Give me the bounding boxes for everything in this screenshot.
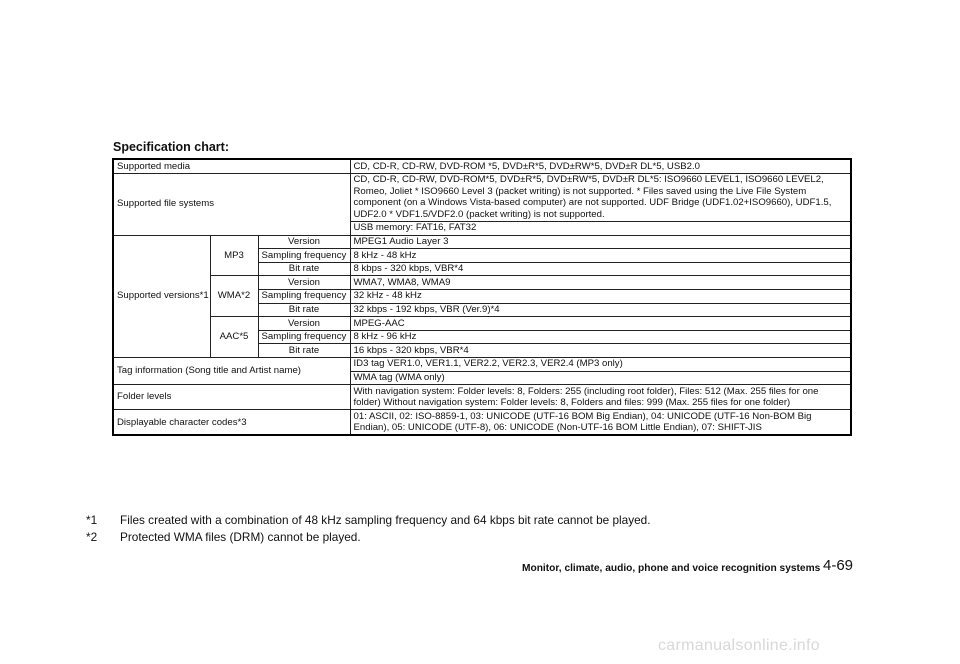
footnote-text: Files created with a combination of 48 kHz sampling frequency and 64 kbps bit rate cannot be played. [120,513,651,527]
watermark: carmanualsonline.info [658,637,820,654]
spec-key: Bit rate [258,262,350,276]
table-row [113,235,851,249]
page-title: Specification chart: [113,140,229,154]
specification-table [112,158,852,436]
table-row [113,159,851,173]
spec-value: 8 kbps - 320 kbps, VBR*4 [350,262,851,276]
table-row [113,385,851,410]
section-footer: Monitor, climate, audio, phone and voice recognition systems [522,563,821,574]
page-number: 4-69 [823,557,854,574]
footnote-text: Protected WMA files (DRM) cannot be played. [120,530,361,544]
footnote [86,529,651,546]
spec-value: 32 kbps - 192 kbps, VBR (Ver.9)*4 [350,303,851,317]
spec-value: MPEG-AAC [350,317,851,331]
row-value: WMA tag (WMA only) [350,371,851,385]
row-label: Folder levels [113,385,350,410]
spec-key: Bit rate [258,303,350,317]
spec-value: 16 kbps - 320 kbps, VBR*4 [350,344,851,358]
spec-key: Sampling frequency [258,330,350,344]
format-label: MP3 [210,235,258,276]
spec-value: WMA7, WMA8, WMA9 [350,276,851,290]
spec-value: 8 kHz - 48 kHz [350,249,851,263]
table-row [113,357,851,371]
spec-key: Version [258,317,350,331]
row-value: USB memory: FAT16, FAT32 [350,221,851,235]
footnote-mark: *1 [86,513,98,527]
table-row [113,276,851,290]
spec-key: Version [258,276,350,290]
footnote [86,512,651,529]
row-label: Supported media [113,159,350,173]
footnotes [86,512,651,546]
row-label: Supported file systems [113,173,350,235]
spec-value: 32 kHz - 48 kHz [350,289,851,303]
spec-value: 8 kHz - 96 kHz [350,330,851,344]
table-row [113,173,851,221]
row-label: Displayable character codes*3 [113,410,350,436]
row-value: CD, CD-R, CD-RW, DVD-ROM*5, DVD±R*5, DVD±RW*5, DVD±R DL*5: ISO9660 LEVEL1, ISO9660 LEVEL2, Romeo, Joliet * ISO9660 Level 3 (packet writing) is not supported. * Files saved using the Live File System component (on a Windows Vista-based computer) are not supported. UDF Bridge (UDF1.02+ISO9660), UDF1.5, UDF2.0 * VDF1.5/VDF2.0 (packet writing) is not supported. [350,173,851,221]
row-label: Tag information (Song title and Artist name) [113,357,350,384]
row-value: With navigation system: Folder levels: 8, Folders: 255 (including root folder), Files: 512 (Max. 255 files for one folder) Without navigation system: Folder levels: 8, Folders and files: 999 (Max. 255 files for one folder) [350,385,851,410]
table-row [113,410,851,436]
spec-key: Sampling frequency [258,289,350,303]
row-value: 01: ASCII, 02: ISO-8859-1, 03: UNICODE (UTF-16 BOM Big Endian), 04: UNICODE (UTF-16 Non-BOM Big Endian), 05: UNICODE (UTF-8), 06: UNICODE (Non-UTF-16 BOM Little Endian), 07: SHIFT-JIS [350,410,851,436]
format-label: WMA*2 [210,276,258,317]
spec-key: Bit rate [258,344,350,358]
footnote-mark: *2 [86,530,98,544]
row-label: Supported versions*1 [113,235,210,357]
spec-key: Sampling frequency [258,249,350,263]
row-value: ID3 tag VER1.0, VER1.1, VER2.2, VER2.3, VER2.4 (MP3 only) [350,357,851,371]
row-value: CD, CD-R, CD-RW, DVD-ROM *5, DVD±R*5, DVD±RW*5, DVD±R DL*5, USB2.0 [350,159,851,173]
format-label: AAC*5 [210,317,258,358]
table-row [113,317,851,331]
spec-value: MPEG1 Audio Layer 3 [350,235,851,249]
spec-key: Version [258,235,350,249]
